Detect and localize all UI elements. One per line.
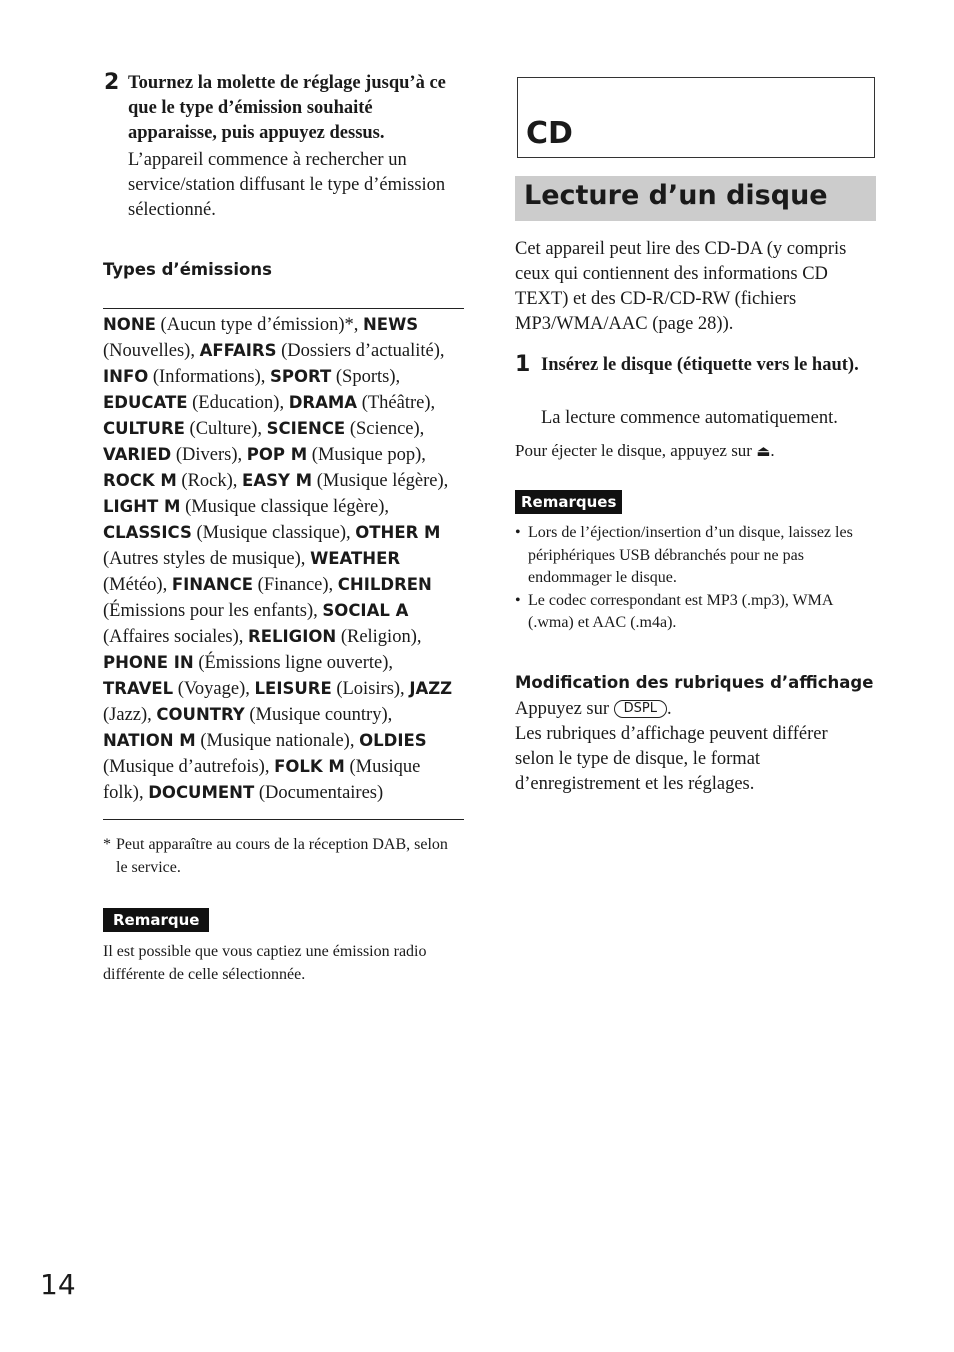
type-description: (Sports), — [331, 367, 401, 387]
type-description: (Voyage), — [173, 679, 255, 699]
type-keyword: LIGHT M — [103, 497, 181, 516]
type-description: (Dossiers d’actualité), — [276, 341, 445, 361]
type-description: (Education), — [187, 393, 289, 413]
eject-end: . — [770, 441, 775, 460]
type-description: (Autres styles de musique), — [103, 549, 311, 569]
type-keyword: SPORT — [270, 367, 332, 386]
broadcast-types-list — [103, 312, 465, 806]
type-keyword: SCIENCE — [266, 419, 346, 438]
type-keyword: VARIED — [103, 445, 172, 464]
type-keyword: INFO — [103, 367, 149, 386]
chapter-title: CD — [526, 116, 573, 151]
type-description: (Musique country), — [244, 705, 393, 725]
type-keyword: CULTURE — [103, 419, 185, 438]
type-keyword: DRAMA — [288, 393, 358, 412]
type-keyword: TRAVEL — [103, 679, 174, 698]
type-description: (Finance), — [253, 575, 338, 595]
type-description: (Loisirs), — [331, 679, 410, 699]
type-description: (Rock), — [176, 471, 243, 491]
type-keyword: DOCUMENT — [148, 783, 255, 802]
display-body: Les rubriques d’affichage peuvent différer selon le type de disque, le format d’enregistrement et les réglages. — [515, 724, 828, 794]
type-description: (Religion), — [336, 627, 422, 647]
display-heading: Modification des rubriques d’affichage — [515, 673, 874, 692]
type-keyword: COUNTRY — [156, 705, 245, 724]
intro-text: Cet appareil peut lire des CD-DA (y compris ceux qui contiennent des informations CD TEXT) et des CD-R/CD-RW (fichiers MP3/WMA/AAC (page 28)). — [515, 239, 847, 334]
display-press-text: Appuyez sur — [515, 699, 614, 719]
type-keyword: POP M — [246, 445, 308, 464]
eject-icon: ⏏ — [756, 442, 771, 460]
type-keyword: JAZZ — [409, 679, 453, 698]
type-description: (Science), — [345, 419, 425, 439]
notes-label — [515, 490, 622, 514]
section-title: Lecture d’un disque — [524, 180, 828, 211]
note-item: • Lors de l’éjection/insertion d’un disque, laissez les périphériques USB débranchés pour ne pas endommager le disque. — [515, 522, 877, 590]
type-description: (Documentaires) — [254, 783, 384, 803]
notes-list — [515, 522, 877, 635]
step-1-body: La lecture commence automatiquement. — [541, 408, 838, 428]
display-press-end: . — [667, 699, 672, 719]
type-keyword: LEISURE — [254, 679, 332, 698]
notes-label-text: Remarques — [515, 490, 622, 514]
page-number: 14 — [40, 1268, 76, 1301]
section-header — [515, 176, 876, 221]
type-description: (Culture), — [184, 419, 267, 439]
type-keyword: NATION M — [103, 731, 196, 750]
type-description: (Aucun type d’émission)*, — [155, 315, 363, 335]
step-1-title: Insérez le disque (étiquette vers le haut). — [541, 355, 859, 375]
type-keyword: CLASSICS — [103, 523, 192, 542]
type-keyword: WEATHER — [310, 549, 401, 568]
type-keyword: ROCK M — [103, 471, 177, 490]
type-description: (Musique pop), — [307, 445, 426, 465]
type-keyword: EASY M — [242, 471, 313, 490]
type-keyword: RELIGION — [248, 627, 337, 646]
type-description: (Musique légère), — [312, 471, 449, 491]
type-keyword: NONE — [103, 315, 156, 334]
step-2-body: L’appareil commence à rechercher un service/station diffusant le type d’émission sélectionné. — [128, 150, 446, 220]
type-keyword: NEWS — [362, 315, 419, 334]
eject-text: Pour éjecter le disque, appuyez sur — [515, 441, 757, 460]
type-keyword: FINANCE — [171, 575, 254, 594]
type-keyword: OLDIES — [359, 731, 427, 750]
chapter-box — [517, 77, 875, 158]
type-description: (Émissions pour les enfants), — [103, 601, 323, 621]
step-2-title: Tournez la molette de réglage jusqu’à ce que le type d’émission souhaité apparaisse, puis appuyez dessus. — [128, 73, 446, 143]
type-description: (Musique classique légère), — [180, 497, 390, 517]
type-description: (Musique classique), — [191, 523, 356, 543]
type-description: (Affaires sociales), — [103, 627, 249, 647]
note-label — [103, 908, 209, 932]
type-description: (Jazz), — [103, 705, 157, 725]
type-keyword: SOCIAL A — [322, 601, 409, 620]
step-1-number: 1 — [515, 352, 531, 377]
display-press-line — [515, 697, 875, 722]
type-description: (Météo), — [103, 575, 172, 595]
types-top-rule — [103, 308, 464, 309]
note-text: Il est possible que vous captiez une émission radio différente de celle sélectionnée. — [103, 943, 427, 983]
footnote-mark: * — [103, 836, 111, 853]
types-heading: Types d’émissions — [103, 260, 272, 279]
type-description: (Nouvelles), — [103, 341, 200, 361]
eject-instruction — [515, 438, 875, 464]
type-description: (Divers), — [171, 445, 247, 465]
type-description: (Musique nationale), — [195, 731, 360, 751]
type-keyword: PHONE IN — [103, 653, 194, 672]
note-label-text: Remarque — [103, 908, 209, 932]
type-keyword: OTHER M — [355, 523, 441, 542]
step-2-number: 2 — [104, 70, 120, 95]
type-description: (Informations), — [148, 367, 271, 387]
type-description: (Musique d’autrefois), — [103, 757, 275, 777]
type-description: (Théâtre), — [357, 393, 436, 413]
type-keyword: FOLK M — [274, 757, 345, 776]
footnote-text: Peut apparaître au cours de la réception DAB, selon le service. — [116, 836, 448, 876]
type-description: (Musique folk), — [103, 757, 421, 803]
dspl-button-icon: DSPL — [614, 700, 667, 718]
type-keyword: CHILDREN — [337, 575, 432, 594]
type-keyword: AFFAIRS — [199, 341, 277, 360]
types-bottom-rule — [103, 819, 464, 820]
type-keyword: EDUCATE — [103, 393, 188, 412]
note-item: • Le codec correspondant est MP3 (.mp3), WMA (.wma) et AAC (.m4a). — [515, 590, 877, 635]
type-description: (Émissions ligne ouverte), — [193, 653, 394, 673]
